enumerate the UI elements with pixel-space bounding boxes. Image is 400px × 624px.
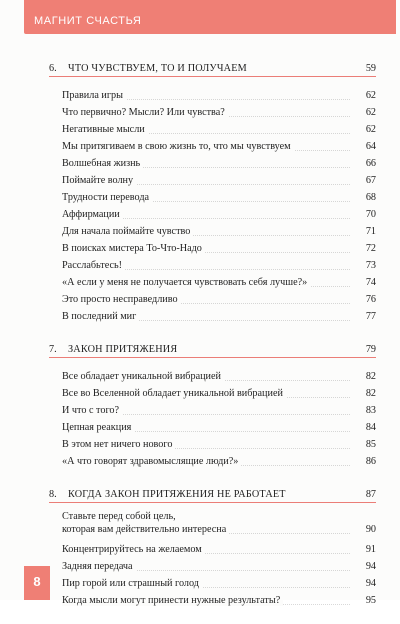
toc-entry-label-wrapper [62, 439, 358, 451]
toc-entry-label: Аффирмации [62, 209, 123, 220]
toc-entry [62, 539, 376, 556]
toc-entry [62, 289, 376, 306]
toc-entry-label: Задняя передача [62, 561, 136, 572]
toc-entry-label-line-1: Ставьте перед собой цель, [62, 511, 176, 522]
chapter-entries [62, 366, 376, 468]
toc-entry [62, 85, 376, 102]
toc-entry-label: И что с того? [62, 405, 122, 416]
toc-entry-label-wrapper [62, 209, 358, 221]
toc-entry [62, 573, 376, 590]
table-of-contents [49, 59, 376, 624]
toc-entry-label: «А что говорят здравомыслящие люди?» [62, 456, 241, 467]
toc-entry-label-wrapper [62, 371, 358, 383]
toc-entry [62, 238, 376, 255]
toc-entry-label: В последний миг [62, 311, 139, 322]
toc-entry-label: Волшебная жизнь [62, 158, 143, 169]
chapter-heading-left [49, 344, 177, 356]
page-number: 8 [33, 574, 41, 589]
toc-entry-label-line-2-wrapper [62, 524, 358, 536]
toc-entry-label: Когда мысли могут принести нужные результаты? [62, 595, 283, 606]
toc-entry-label-wrapper [62, 107, 358, 119]
toc-entry-label-wrapper [62, 294, 358, 306]
toc-entry-page: 74 [365, 277, 376, 288]
chapter-heading [49, 340, 376, 358]
toc-entry-label-wrapper [62, 124, 358, 136]
toc-entry [62, 255, 376, 272]
toc-entry-label-wrapper [62, 544, 358, 556]
toc-entry-label-wrapper [62, 260, 358, 272]
toc-entry-label: Поймайте волну [62, 175, 136, 186]
toc-entry-label: В этом нет ничего нового [62, 439, 175, 450]
toc-entry-page: 71 [365, 226, 376, 237]
toc-entry-page: 84 [365, 422, 376, 433]
chapter-page-number: 59 [365, 63, 376, 74]
toc-entry-label-wrapper [62, 422, 358, 434]
toc-entry-label-wrapper [62, 175, 358, 187]
toc-entry-page: 82 [365, 371, 376, 382]
chapter-heading [49, 59, 376, 77]
toc-entry [62, 590, 376, 607]
toc-entry-label: Цепная реакция [62, 422, 134, 433]
toc-entry-label: В поисках мистера То-Что-Надо [62, 243, 205, 254]
toc-entry-page: 90 [365, 524, 376, 535]
chapter-entries [62, 511, 376, 607]
toc-entry [62, 153, 376, 170]
toc-entry-label: Пир горой или страшный голод [62, 578, 202, 589]
toc-entry-label: Мы притягиваем в свою жизнь то, что мы чувствуем [62, 141, 294, 152]
toc-entry-page: 77 [365, 311, 376, 322]
toc-entry-page: 95 [365, 595, 376, 606]
toc-entry [62, 170, 376, 187]
chapter-entries [62, 85, 376, 323]
toc-entry-label-wrapper [62, 243, 358, 255]
toc-entry-page: 86 [365, 456, 376, 467]
chapter-title: ЧТО ЧУВСТВУЕМ, ТО И ПОЛУЧАЕМ [68, 63, 247, 74]
toc-entry-page: 62 [365, 90, 376, 101]
toc-entry [62, 102, 376, 119]
toc-entry-page: 76 [365, 294, 376, 305]
chapter-title: КОГДА ЗАКОН ПРИТЯЖЕНИЯ НЕ РАБОТАЕТ [68, 489, 286, 500]
chapter-heading-left [49, 63, 247, 75]
toc-entry-label-wrapper [62, 405, 358, 417]
toc-entry-page: 82 [365, 388, 376, 399]
header-band [24, 0, 396, 34]
toc-entry [62, 383, 376, 400]
toc-entry-label-wrapper [62, 277, 358, 289]
toc-entry-page: 68 [365, 192, 376, 203]
chapter-8 [49, 485, 376, 607]
toc-entry-label-wrapper [62, 192, 358, 204]
toc-entry-multiline [62, 511, 376, 538]
toc-entry-label-wrapper [62, 456, 358, 468]
toc-entry-label: Трудности перевода [62, 192, 152, 203]
toc-entry-label-line-2: которая вам действительно интересна [62, 524, 229, 535]
toc-entry [62, 451, 376, 468]
toc-entry-page: 72 [365, 243, 376, 254]
toc-entry-page: 64 [365, 141, 376, 152]
toc-entry-page: 85 [365, 439, 376, 450]
chapter-number: 6. [49, 63, 57, 74]
toc-entry-page: 94 [365, 561, 376, 572]
toc-entry-page: 67 [365, 175, 376, 186]
toc-entry [62, 187, 376, 204]
toc-entry [62, 556, 376, 573]
chapter-title: ЗАКОН ПРИТЯЖЕНИЯ [68, 344, 178, 355]
book-title: МАГНИТ СЧАСТЬЯ [34, 15, 142, 27]
toc-entry-page: 70 [365, 209, 376, 220]
toc-entry-label: Для начала поймайте чувство [62, 226, 193, 237]
toc-entry [62, 119, 376, 136]
toc-entry [62, 400, 376, 417]
toc-entry-label-wrapper [62, 158, 358, 170]
chapter-7 [49, 340, 376, 468]
toc-entry-label-wrapper [62, 561, 358, 573]
toc-entry-label: «А если у меня не получается чувствовать себя лучше?» [62, 277, 310, 288]
toc-entry-page: 62 [365, 107, 376, 118]
chapter-heading-left [49, 489, 286, 501]
toc-entry-label: Это просто несправедливо [62, 294, 181, 305]
toc-entry [62, 272, 376, 289]
toc-entry [62, 136, 376, 153]
toc-entry-label-wrapper [62, 141, 358, 153]
toc-entry [62, 221, 376, 238]
toc-entry-label: Негативные мысли [62, 124, 148, 135]
toc-entry-label: Концентрируйтесь на желаемом [62, 544, 205, 555]
toc-entry-label-wrapper [62, 311, 358, 323]
toc-entry-page: 62 [365, 124, 376, 135]
toc-entry [62, 204, 376, 221]
toc-entry-page: 91 [365, 544, 376, 555]
toc-entry [62, 434, 376, 451]
toc-entry-second-line [62, 524, 376, 536]
toc-entry-label-wrapper [62, 578, 358, 590]
toc-entry-label-wrapper [62, 388, 358, 400]
chapter-page-number: 79 [365, 344, 376, 355]
chapter-number: 8. [49, 489, 57, 500]
toc-entry-label: Что первично? Мысли? Или чувства? [62, 107, 228, 118]
toc-entry-page: 83 [365, 405, 376, 416]
toc-entry-label: Расслабьтесь! [62, 260, 125, 271]
toc-entry-page: 73 [365, 260, 376, 271]
toc-entry-label: Правила игры [62, 90, 126, 101]
chapter-number: 7. [49, 344, 57, 355]
page-number-badge [24, 566, 50, 600]
toc-entry-page: 94 [365, 578, 376, 589]
toc-entry [62, 306, 376, 323]
toc-entry [62, 366, 376, 383]
toc-entry-label-wrapper [62, 90, 358, 102]
chapter-page-number: 87 [365, 489, 376, 500]
toc-entry-label: Все обладает уникальной вибрацией [62, 371, 224, 382]
toc-entry-label: Все во Вселенной обладает уникальной вибрацией [62, 388, 286, 399]
toc-entry-label-wrapper [62, 226, 358, 238]
chapter-heading [49, 485, 376, 503]
toc-entry-label-wrapper [62, 595, 358, 607]
toc-entry-page: 66 [365, 158, 376, 169]
toc-entry [62, 417, 376, 434]
chapter-6 [49, 59, 376, 323]
